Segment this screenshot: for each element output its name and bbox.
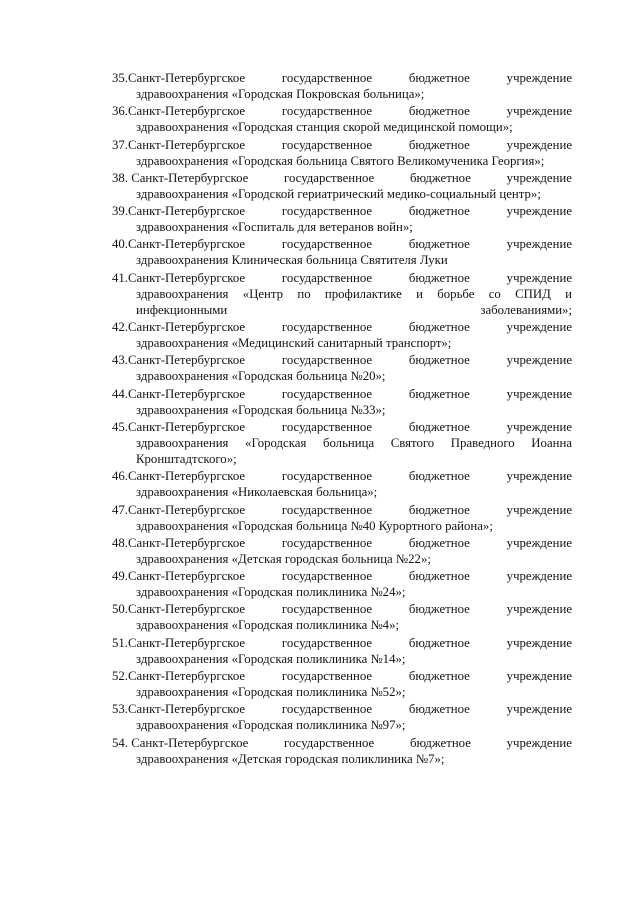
entry-first-line xyxy=(112,601,572,617)
entry-first-line xyxy=(112,468,572,484)
entry-continuation: здравоохранения «Городская поликлиника №97»; xyxy=(136,718,406,733)
entry-number-and-word xyxy=(112,270,245,286)
entry-word: бюджетное xyxy=(408,353,470,368)
entry-continuation: здравоохранения «Городская станция скорой медицинской помощи»; xyxy=(136,120,513,135)
entry-first-line xyxy=(112,735,572,751)
entry-word: учреждение xyxy=(506,353,572,368)
entry-continuation: здравоохранения Клиническая больница Святителя Луки xyxy=(136,253,448,268)
entry-word: Санкт-Петербургское xyxy=(128,270,246,285)
entry-word: государственное xyxy=(281,270,373,285)
entry-word: государственное xyxy=(281,104,373,119)
entry-number-and-word xyxy=(112,170,248,186)
entry-number: 53. xyxy=(112,702,128,717)
entry-number-and-word xyxy=(112,236,245,252)
entry-number-and-word xyxy=(112,203,245,219)
entry-first-line xyxy=(112,701,572,717)
list-item xyxy=(112,601,572,633)
entry-continuation: здравоохранения «Городская больница №20»; xyxy=(136,369,386,384)
entry-number-and-word xyxy=(112,735,248,751)
entry-word: Санкт-Петербургское xyxy=(128,502,246,517)
entry-word: учреждение xyxy=(506,170,572,185)
entry-word: Санкт-Петербургское xyxy=(128,237,246,252)
entry-word: государственное xyxy=(281,386,373,401)
entry-word: государственное xyxy=(281,469,373,484)
entry-number-and-word xyxy=(112,137,245,153)
entry-number-and-word xyxy=(112,103,245,119)
entry-first-line xyxy=(112,502,572,518)
entry-word: государственное xyxy=(281,353,373,368)
entry-first-line xyxy=(112,137,572,153)
entry-word: бюджетное xyxy=(408,602,470,617)
entry-number-and-word xyxy=(112,668,245,684)
entry-word: учреждение xyxy=(506,735,572,750)
entry-number: 43. xyxy=(112,353,128,368)
entry-number: 44. xyxy=(112,386,128,401)
entry-number: 47. xyxy=(112,502,128,517)
entry-number: 42. xyxy=(112,320,128,335)
entry-number-and-word xyxy=(112,352,245,368)
entry-number: 48. xyxy=(112,535,128,550)
entry-number-and-word xyxy=(112,601,245,617)
entry-word: учреждение xyxy=(506,569,572,584)
entry-first-line xyxy=(112,535,572,551)
entry-word: Санкт-Петербургское xyxy=(128,71,246,85)
entry-word: учреждение xyxy=(506,137,572,152)
entry-word: бюджетное xyxy=(408,71,470,85)
entry-word: государственное xyxy=(284,170,375,185)
entry-word: бюджетное xyxy=(409,735,471,750)
entry-number: 54. xyxy=(112,735,132,750)
entry-word: бюджетное xyxy=(408,669,470,684)
entry-number-and-word xyxy=(112,701,245,717)
entry-word: Санкт-Петербургское xyxy=(128,602,246,617)
entry-first-line xyxy=(112,635,572,651)
entry-word: учреждение xyxy=(506,204,572,219)
entry-word: Санкт-Петербургское xyxy=(128,320,246,335)
entry-number: 45. xyxy=(112,419,128,434)
entry-continuation: здравоохранения «Детская городская поликлиника №7»; xyxy=(136,751,445,766)
entry-word: учреждение xyxy=(506,502,572,517)
entry-word: бюджетное xyxy=(408,137,470,152)
entry-word: бюджетное xyxy=(408,419,470,434)
entry-word: Санкт-Петербургское xyxy=(128,386,246,401)
entry-continuation: здравоохранения «Городская поликлиника №4»; xyxy=(136,618,400,633)
entry-word: государственное xyxy=(281,320,373,335)
entry-first-line xyxy=(112,236,572,252)
entry-first-line xyxy=(112,386,572,402)
entry-word: Санкт-Петербургское xyxy=(128,535,246,550)
list-item xyxy=(112,535,572,567)
entry-word: Санкт-Петербургское xyxy=(128,353,246,368)
entry-word: государственное xyxy=(281,71,373,85)
entry-word: бюджетное xyxy=(408,386,470,401)
entry-number-and-word xyxy=(112,70,245,86)
entry-number-and-word xyxy=(112,535,245,551)
entry-number: 46. xyxy=(112,469,128,484)
entry-word: бюджетное xyxy=(408,469,470,484)
entry-word: Санкт-Петербургское xyxy=(131,170,249,185)
entry-number: 40. xyxy=(112,237,128,252)
list-item xyxy=(112,468,572,500)
list-item xyxy=(112,502,572,534)
entry-first-line xyxy=(112,352,572,368)
entry-number: 37. xyxy=(112,137,128,152)
entry-number: 38. xyxy=(112,170,132,185)
entry-word: учреждение xyxy=(506,104,572,119)
entry-number-and-word xyxy=(112,502,245,518)
entry-word: учреждение xyxy=(506,702,572,717)
entry-word: бюджетное xyxy=(408,104,470,119)
entry-word: Санкт-Петербургское xyxy=(128,137,246,152)
entry-word: Санкт-Петербургское xyxy=(128,669,246,684)
entry-number: 41. xyxy=(112,270,128,285)
list-item xyxy=(112,735,572,767)
entry-word: бюджетное xyxy=(408,204,470,219)
list-item xyxy=(112,236,572,268)
entry-word: учреждение xyxy=(506,237,572,252)
list-item xyxy=(112,419,572,467)
entry-continuation: здравоохранения «Городская больница №40 Курортного района»; xyxy=(136,518,493,533)
entry-number: 39. xyxy=(112,204,128,219)
entry-word: государственное xyxy=(281,137,373,152)
entry-word: учреждение xyxy=(506,320,572,335)
list-item xyxy=(112,568,572,600)
entry-word: государственное xyxy=(281,702,373,717)
entry-number: 35. xyxy=(112,71,128,85)
entry-word: бюджетное xyxy=(408,535,470,550)
entry-word: учреждение xyxy=(506,419,572,434)
entry-first-line xyxy=(112,70,572,86)
entry-word: Санкт-Петербургское xyxy=(128,104,246,119)
entry-word: Санкт-Петербургское xyxy=(128,702,246,717)
list-item xyxy=(112,203,572,235)
list-item xyxy=(112,70,572,102)
entry-word: учреждение xyxy=(506,270,572,285)
entry-first-line xyxy=(112,319,572,335)
entry-word: учреждение xyxy=(506,535,572,550)
list-item xyxy=(112,701,572,733)
entry-word: Санкт-Петербургское xyxy=(128,635,246,650)
entry-number-and-word xyxy=(112,468,245,484)
entry-number-and-word xyxy=(112,419,245,435)
entry-word: бюджетное xyxy=(408,502,470,517)
entry-word: государственное xyxy=(281,669,373,684)
entry-word: Санкт-Петербургское xyxy=(128,469,246,484)
entry-continuation: здравоохранения «Городская больница Святого Праведного Иоанна Кронштадтского»; xyxy=(136,435,572,466)
entry-first-line xyxy=(112,270,572,286)
entry-number: 51. xyxy=(112,635,128,650)
entry-word: учреждение xyxy=(506,669,572,684)
entry-number: 52. xyxy=(112,669,128,684)
entry-first-line xyxy=(112,203,572,219)
entry-word: Санкт-Петербургское xyxy=(128,204,246,219)
entry-word: бюджетное xyxy=(408,237,470,252)
entry-word: бюджетное xyxy=(408,569,470,584)
entry-continuation: здравоохранения «Госпиталь для ветеранов войн»; xyxy=(136,220,413,235)
entry-word: государственное xyxy=(281,635,373,650)
entry-first-line xyxy=(112,103,572,119)
entry-word: государственное xyxy=(281,535,373,550)
entry-number: 50. xyxy=(112,602,128,617)
entry-number: 36. xyxy=(112,104,128,119)
entry-word: бюджетное xyxy=(409,170,471,185)
entry-word: бюджетное xyxy=(408,320,470,335)
entry-number-and-word xyxy=(112,568,245,584)
list-item xyxy=(112,170,572,202)
entry-word: государственное xyxy=(281,419,373,434)
entry-continuation: здравоохранения «Детская городская больница №22»; xyxy=(136,551,431,566)
list-item xyxy=(112,668,572,700)
entry-word: учреждение xyxy=(506,469,572,484)
entry-word: государственное xyxy=(281,237,373,252)
entry-word: государственное xyxy=(281,569,373,584)
entry-continuation: здравоохранения «Городской гериатрический медико-социальный центр»; xyxy=(136,186,541,201)
entry-word: бюджетное xyxy=(408,702,470,717)
list-item xyxy=(112,352,572,384)
list-item xyxy=(112,137,572,169)
entry-word: Санкт-Петербургское xyxy=(131,735,249,750)
entry-word: государственное xyxy=(281,602,373,617)
entry-word: учреждение xyxy=(506,386,572,401)
entry-continuation: здравоохранения «Городская поликлиника №52»; xyxy=(136,685,406,700)
entry-word: учреждение xyxy=(506,635,572,650)
entry-number-and-word xyxy=(112,386,245,402)
list-item xyxy=(112,386,572,418)
list-item xyxy=(112,319,572,351)
entry-first-line xyxy=(112,668,572,684)
entry-first-line xyxy=(112,170,572,186)
entry-continuation: здравоохранения «Городская Покровская больница»; xyxy=(136,87,425,101)
list-item xyxy=(112,635,572,667)
entry-continuation: здравоохранения «Центр по профилактике и борьбе со СПИД и инфекционными заболеваниями»; xyxy=(136,286,572,317)
entry-continuation: здравоохранения «Николаевская больница»; xyxy=(136,485,378,500)
list-item xyxy=(112,270,572,318)
entry-first-line xyxy=(112,419,572,435)
entry-continuation: здравоохранения «Городская больница №33»; xyxy=(136,402,386,417)
list-item xyxy=(112,103,572,135)
entry-number-and-word xyxy=(112,319,245,335)
entry-number-and-word xyxy=(112,635,245,651)
entry-word: государственное xyxy=(281,204,373,219)
entry-word: учреждение xyxy=(506,71,572,85)
entry-word: государственное xyxy=(281,502,373,517)
entry-continuation: здравоохранения «Городская поликлиника №24»; xyxy=(136,585,406,600)
entry-word: учреждение xyxy=(506,602,572,617)
entry-word: Санкт-Петербургское xyxy=(128,569,246,584)
entry-word: государственное xyxy=(284,735,375,750)
entry-continuation: здравоохранения «Городская поликлиника №14»; xyxy=(136,651,406,666)
institution-list xyxy=(112,70,572,768)
entry-number: 49. xyxy=(112,569,128,584)
entry-first-line xyxy=(112,568,572,584)
entry-continuation: здравоохранения «Медицинский санитарный транспорт»; xyxy=(136,336,452,351)
entry-word: бюджетное xyxy=(408,270,470,285)
entry-word: Санкт-Петербургское xyxy=(128,419,246,434)
entry-continuation: здравоохранения «Городская больница Святого Великомученика Георгия»; xyxy=(136,153,545,168)
entry-word: бюджетное xyxy=(408,635,470,650)
